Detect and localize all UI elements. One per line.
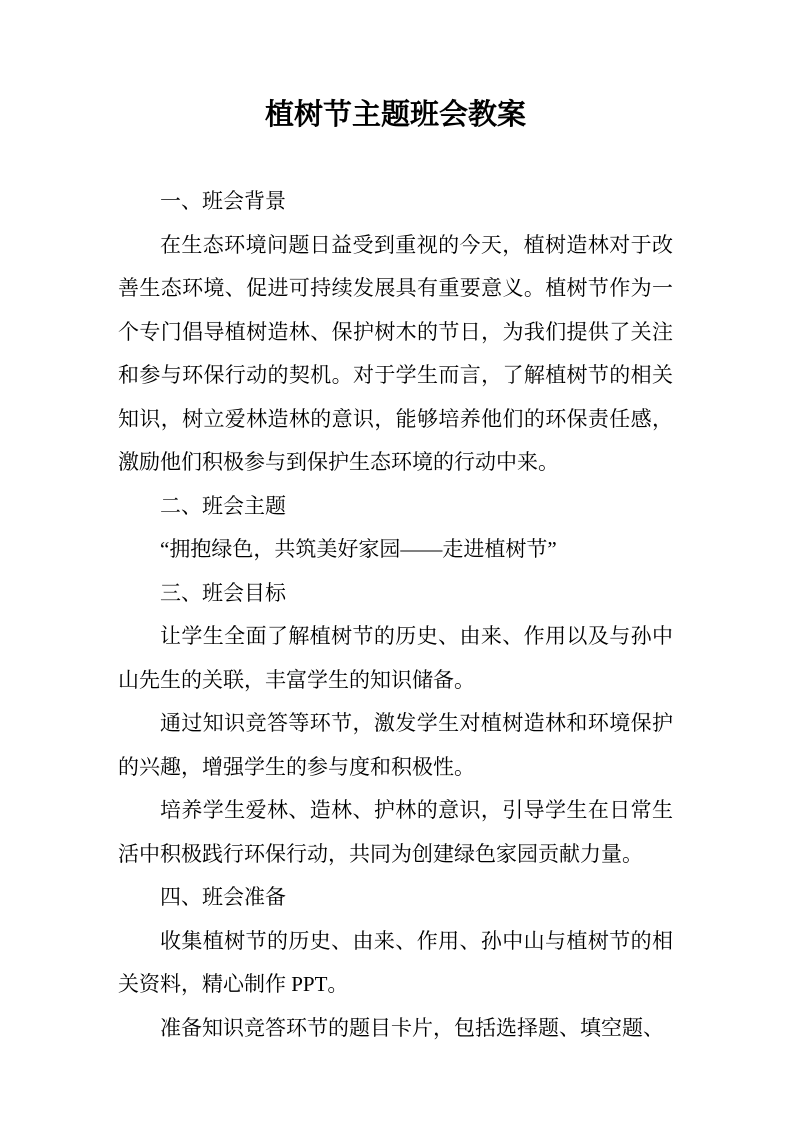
section-heading-3: 三、班会目标 bbox=[160, 580, 286, 605]
section-heading-4: 四、班会准备 bbox=[160, 885, 286, 909]
body-paragraph: 在生态环境问题日益受到重视的今天，植树造林对于改善生态环境、促进可持续发展具有重要意义。植树节作为一个专门倡导植树造林、保护树木的节日，为我们提供了关注和参与环保行动的契机。对于学生而言，了解植树节的相关知识，树立爱林造林的意识，能够培养他们的环保责任感，激励他们积极参与到保护生态环境的行动中来。 bbox=[118, 232, 673, 474]
document-title: 植树节主题班会教案 bbox=[264, 99, 526, 131]
document-body bbox=[118, 180, 673, 1050]
body-paragraph: 收集植树节的历史、由来、作用、孙中山与植树节的相关资料，精心制作 PPT。 bbox=[118, 928, 673, 996]
section-heading-1: 一、班会背景 bbox=[160, 189, 286, 213]
body-paragraph: 通过知识竞答等环节，激发学生对植树造林和环境保护的兴趣，增强学生的参与度和积极性。 bbox=[118, 711, 673, 779]
theme-quote-paragraph: “拥抱绿色，共筑美好家园——走进植树节” bbox=[160, 537, 557, 561]
body-paragraph: 培养学生爱林、造林、护林的意识，引导学生在日常生活中积极践行环保行动，共同为创建绿色家园贡献力量。 bbox=[118, 798, 673, 866]
body-paragraph: 让学生全面了解植树节的历史、由来、作用以及与孙中山先生的关联，丰富学生的知识储备。 bbox=[118, 624, 673, 692]
body-paragraph-truncated: 准备知识竞答环节的题目卡片，包括选择题、填空题、 bbox=[160, 1015, 664, 1040]
section-heading-2: 二、班会主题 bbox=[160, 493, 286, 518]
